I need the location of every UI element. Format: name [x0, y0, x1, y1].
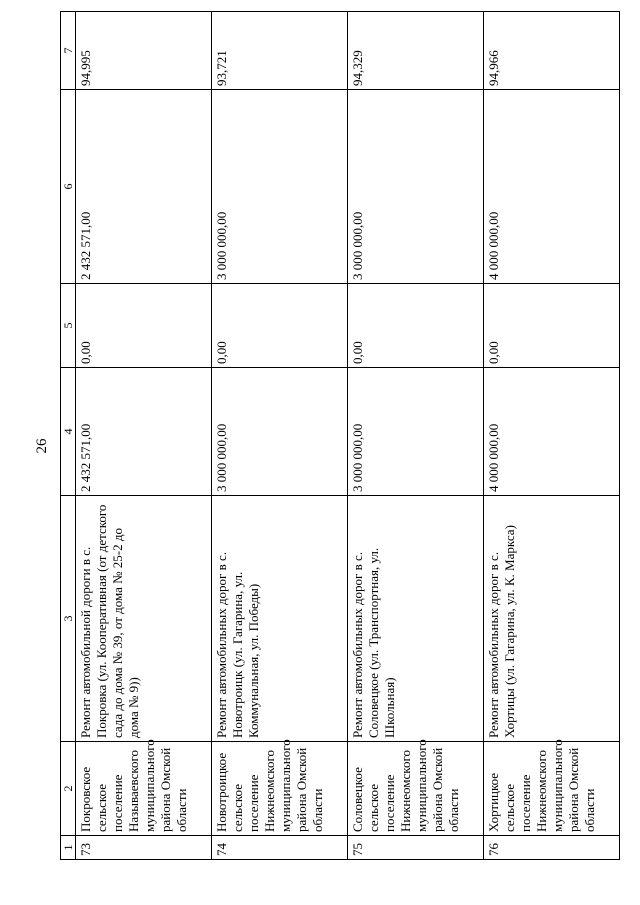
work-description-cell: Ремонт автомобильных дорог в с. Хортицы (ул. Гагарина, ул. К. Маркса) [484, 496, 620, 742]
column-5-cell: 0,00 [348, 284, 484, 368]
row-number: 75 [348, 836, 484, 860]
column-6-cell: 4 000 000,00 [484, 90, 620, 284]
column-6-cell: 3 000 000,00 [212, 90, 348, 284]
header-cell-3: 3 [61, 496, 76, 742]
column-7-cell: 94,329 [348, 12, 484, 90]
row-number: 73 [76, 836, 212, 860]
document-table-wrapper [60, 12, 620, 860]
settlement-cell: Хортицкое сельское поселение Нижнеомского муниципального района Омской области [484, 742, 620, 836]
work-description-cell: Ремонт автомобильных дорог в с. Соловецкое (ул. Транспортная, ул. Школьная) [348, 496, 484, 742]
column-7-cell: 94,966 [484, 12, 620, 90]
column-6-cell: 3 000 000,00 [348, 90, 484, 284]
settlement-cell: Покровское сельское поселение Называевского муниципального района Омской области [76, 742, 212, 836]
page-number: 26 [34, 438, 50, 454]
column-5-cell: 0,00 [76, 284, 212, 368]
rotated-table-container [60, 12, 620, 860]
settlement-cell: Соловецкое сельское поселение Нижнеомского муниципального района Омской области [348, 742, 484, 836]
column-number-row [61, 12, 76, 860]
header-cell-1: 1 [61, 836, 76, 860]
header-cell-4: 4 [61, 368, 76, 496]
total-amount-cell: 2 432 571,00 [76, 368, 212, 496]
header-cell-6: 6 [61, 90, 76, 284]
total-amount-cell: 3 000 000,00 [212, 368, 348, 496]
column-5-cell: 0,00 [484, 284, 620, 368]
header-cell-7: 7 [61, 12, 76, 90]
column-7-cell: 94,995 [76, 12, 212, 90]
row-number: 74 [212, 836, 348, 860]
total-amount-cell: 3 000 000,00 [348, 368, 484, 496]
header-cell-5: 5 [61, 284, 76, 368]
table-row [484, 12, 620, 860]
work-description-cell: Ремонт автомобильной дороги в с. Покровка (ул. Кооперативная (от детского сада до дома № 39, от дома № 25-2 до дома № 9)) [76, 496, 212, 742]
table-row [348, 12, 484, 860]
column-7-cell: 93,721 [212, 12, 348, 90]
work-description-cell: Ремонт автомобильных дорог в с. Новотроицк (ул. Гагарина, ул. Коммунальная, ул. Победы) [212, 496, 348, 742]
table-row [76, 12, 212, 860]
table-row [212, 12, 348, 860]
column-6-cell: 2 432 571,00 [76, 90, 212, 284]
road-repair-table [60, 11, 620, 860]
row-number: 76 [484, 836, 620, 860]
settlement-cell: Новотроицкое сельское поселение Нижнеомского муниципального района Омской области [212, 742, 348, 836]
column-5-cell: 0,00 [212, 284, 348, 368]
header-cell-2: 2 [61, 742, 76, 836]
total-amount-cell: 4 000 000,00 [484, 368, 620, 496]
